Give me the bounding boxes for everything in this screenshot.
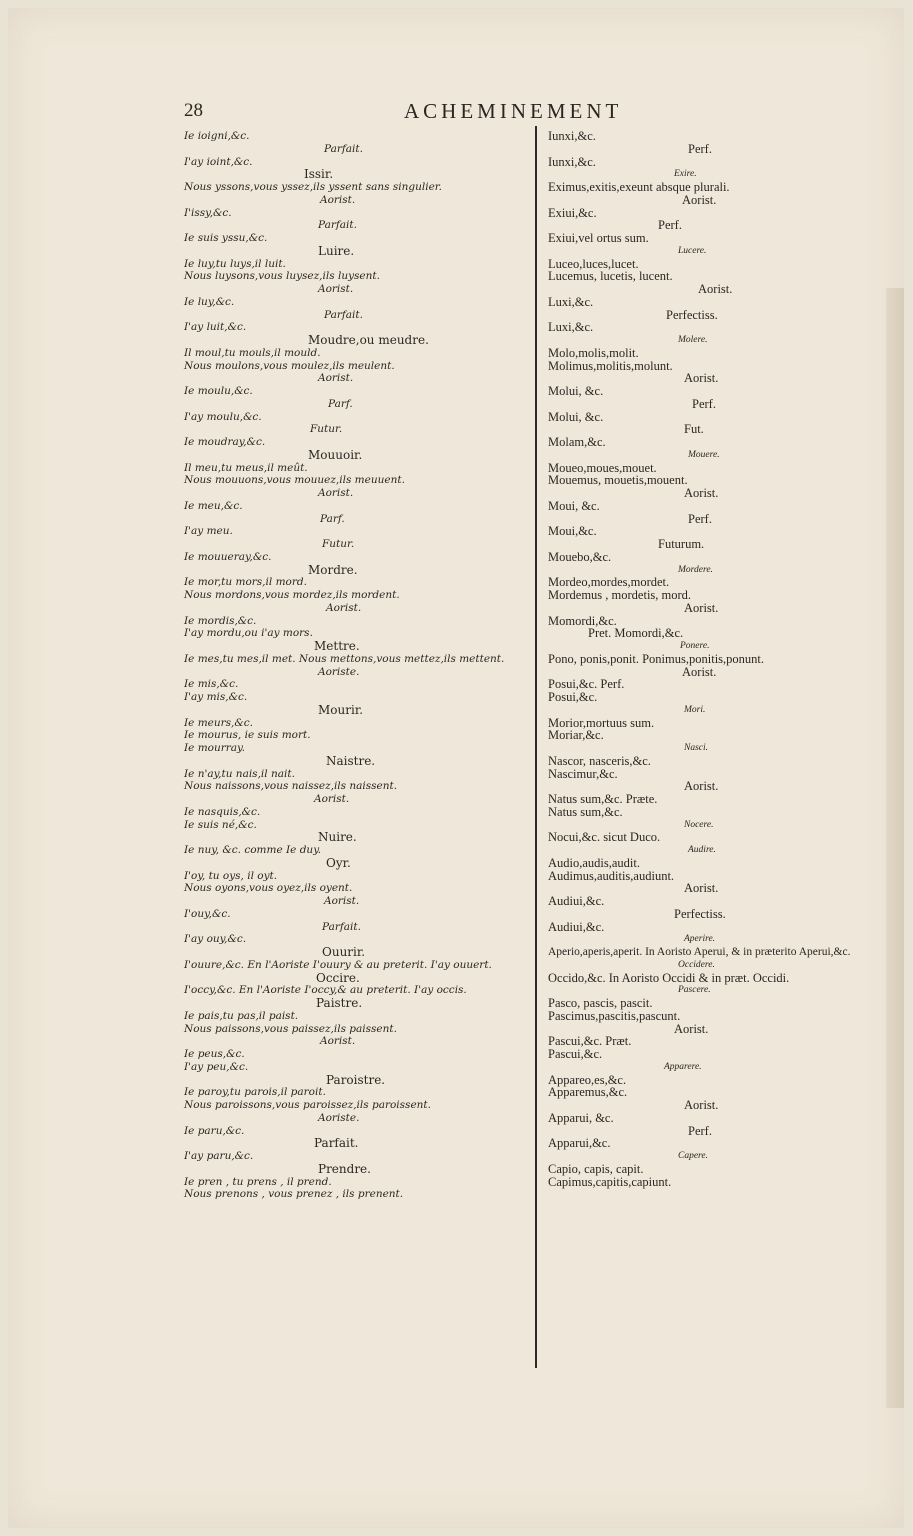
text-line: Ie luy,&c. [184, 295, 235, 308]
text-line: Aperire. [684, 934, 716, 945]
text-line: Ie mes,tu mes,il met. Nous mettons,vous mettez,ils mettent. [184, 652, 505, 665]
page-number: 28 [184, 100, 203, 121]
text-line: Luxi,&c. [548, 294, 594, 309]
text-line: Luire. [318, 243, 355, 258]
text-line: Mordeo,mordes,mordet. [548, 575, 670, 590]
text-line: Molui, &c. [548, 409, 604, 424]
text-line: Paroistre. [326, 1072, 386, 1087]
text-line: Parf. [320, 512, 345, 525]
text-line: I'ay moulu,&c. [184, 410, 262, 423]
text-line: Ouurir. [322, 945, 366, 959]
text-line: I'oy, tu oys, il oyt. [184, 869, 278, 882]
text-line: Oyr. [326, 855, 351, 870]
text-line: Audimus,auditis,audiunt. [548, 868, 675, 883]
text-line: Mettre. [314, 639, 360, 653]
text-line: Aorist. [324, 895, 360, 907]
text-line: Ie luy,tu luys,il luit. [184, 257, 286, 270]
text-line: Apparui,&c. [548, 1136, 611, 1151]
left-column-french [184, 130, 529, 1350]
text-line: Nous paissons,vous paissez,ils paissent. [184, 1022, 397, 1035]
text-line: Ie nasquis,&c. [184, 805, 261, 818]
text-line: Nasci. [684, 743, 709, 753]
text-line: Ie paru,&c. [184, 1124, 245, 1137]
text-line: Moudre,ou meudre. [308, 333, 429, 347]
text-line: Ie paroy,tu parois,il paroit. [184, 1086, 326, 1099]
text-line: Ie mordis,&c. [184, 614, 257, 627]
text-line: Capio, capis, capit. [548, 1161, 644, 1176]
right-column-latin [548, 130, 893, 1350]
text-line: Ie moulu,&c. [184, 385, 253, 397]
text-line: Aorist. [684, 1098, 719, 1112]
text-line: Ie pren , tu prens , il prend. [184, 1175, 332, 1188]
text-line: Aorist. [698, 282, 733, 296]
text-line: Ie mis,&c. [184, 678, 239, 691]
text-line: Aorist. [684, 600, 719, 615]
text-line: Ie meurs,&c. [184, 716, 253, 729]
text-line: Ie suis né,&c. [184, 818, 257, 831]
text-line: Pascui,&c. [548, 1047, 603, 1061]
text-line: I'occy,&c. En l'Aoriste I'occy,& au preterit. I'ay occis. [184, 984, 467, 997]
text-line: I'issy,&c. [184, 206, 232, 219]
text-line: I'ouy,&c. [184, 907, 231, 920]
text-line: Aorist. [320, 193, 356, 206]
text-line: Ie n'ay,tu nais,il nait. [184, 767, 295, 780]
text-line: Mordere. [678, 564, 713, 575]
text-line: Parfait. [324, 142, 363, 155]
text-line: Nous moulons,vous moulez,ils meulent. [184, 359, 395, 372]
text-line: Lucere. [678, 245, 707, 256]
text-line: Ie ioigni,&c. [184, 130, 250, 142]
text-line: Moui, &c. [548, 498, 600, 513]
text-line: Il meu,tu meus,il meût. [184, 461, 308, 474]
text-line: Perfectiss. [666, 307, 718, 322]
text-line: Iunxi,&c. [548, 129, 596, 143]
text-line: Fut. [684, 422, 704, 437]
text-line: Audire. [688, 845, 716, 855]
text-line: Pascimus,pascitis,pascunt. [548, 1008, 681, 1023]
text-line: Nocere. [684, 819, 714, 830]
text-line: Nous mordons,vous mordez,ils mordent. [184, 589, 400, 601]
text-line: Parfait. [318, 219, 357, 232]
text-line: Aorist. [674, 1021, 709, 1036]
text-line: Natus sum,&c. [548, 804, 623, 819]
text-line: Ie peus,&c. [184, 1048, 245, 1060]
text-line: Aorist. [682, 192, 717, 207]
text-line: Futur. [322, 538, 355, 550]
column-divider [535, 126, 537, 1368]
text-line: Aorist. [684, 371, 719, 386]
text-line: Ie pais,tu pas,il paist. [184, 1009, 299, 1022]
text-line: Luceo,luces,lucet. [548, 256, 639, 271]
text-line: Aoriste. [318, 665, 360, 678]
text-line: Perf. [688, 141, 712, 156]
text-line: Nous mouuons,vous mouuez,ils meuuent. [184, 474, 405, 487]
text-line: Morior,mortuus sum. [548, 715, 655, 730]
text-line: Aorist. [318, 372, 354, 385]
text-line: Aoriste. [318, 1111, 360, 1124]
text-line: Parf. [328, 397, 353, 410]
text-line: Pret. Momordi,&c. [588, 626, 684, 641]
text-line: Perf. [658, 218, 682, 233]
text-line: I'ay ouy,&c. [184, 933, 247, 946]
text-line: Posui,&c. [548, 690, 598, 704]
text-line: Aorist. [326, 601, 362, 614]
text-line: Exire. [674, 169, 697, 180]
text-line: Nocui,&c. sicut Duco. [548, 830, 661, 845]
text-line: Luxi,&c. [548, 320, 594, 335]
text-line: Parfait. [324, 308, 363, 321]
text-line: Naistre. [326, 753, 376, 768]
text-line: Exiui,vel ortus sum. [548, 231, 649, 245]
text-line: Audiui,&c. [548, 894, 605, 908]
text-line: Nascor, nasceris,&c. [548, 753, 651, 768]
text-line: Parfait. [314, 1136, 359, 1151]
text-line: Ie mor,tu mors,il mord. [184, 576, 307, 589]
text-line: Ie mourus, ie suis mort. [184, 729, 311, 742]
text-line: Nous luysons,vous luysez,ils luysent. [184, 270, 380, 283]
text-line: Ie suis yssu,&c. [184, 232, 268, 244]
text-line: I'ay mis,&c. [184, 691, 248, 703]
text-line: Nascimur,&c. [548, 766, 618, 781]
text-line: Nous naissons,vous naissez,ils naissent. [184, 780, 398, 793]
text-line: Mourir. [318, 702, 364, 717]
running-head: ACHEMINEMENT [404, 99, 623, 123]
text-line: Molam,&c. [548, 435, 606, 449]
text-line: Aorist. [684, 881, 719, 896]
text-line: Nous prenons , vous prenez , ils prenent. [184, 1188, 404, 1201]
text-line: Mouere. [688, 449, 720, 460]
text-line: Aorist. [320, 1035, 356, 1048]
text-line: Ie mouueray,&c. [184, 550, 272, 563]
text-line: I'ay ioint,&c. [184, 155, 253, 168]
text-line: Capere. [678, 1151, 708, 1161]
text-line: Aorist. [684, 779, 719, 794]
text-line: Molo,molis,molit. [548, 345, 639, 360]
text-line: I'ay luit,&c. [184, 321, 247, 334]
text-line: Moriar,&c. [548, 728, 604, 743]
text-line: Iunxi,&c. [548, 154, 596, 169]
text-line: Mordre. [308, 562, 358, 577]
text-line: Aperio,aperis,aperit. In Aoristo Aperui, & in præterito Aperui,&c. [548, 946, 851, 958]
text-line: Molimus,molitis,molunt. [548, 358, 673, 373]
text-line: Aorist. [684, 486, 719, 500]
text-line: Pono, ponis,ponit. Ponimus,ponitis,ponunt. [548, 651, 765, 666]
text-line: Audio,audis,audit. [548, 855, 641, 870]
text-line: Paistre. [316, 996, 363, 1010]
text-line: Nous oyons,vous oyez,ils oyent. [184, 882, 353, 895]
text-line: Aorist. [318, 283, 354, 295]
text-line: Ie meu,&c. [184, 499, 243, 512]
text-line: Moueo,moues,mouet. [548, 460, 657, 475]
text-line: I'ouure,&c. En l'Aoriste I'ouury & au preterit. I'ay ouuert. [184, 958, 492, 971]
text-line: Nuire. [318, 830, 357, 845]
text-line: Futur. [310, 423, 343, 436]
text-line: Occidere. [678, 959, 715, 970]
text-line: Mouebo,&c. [548, 549, 612, 564]
text-line: I'ay meu. [184, 525, 233, 538]
text-line: Mordemus , mordetis, mord. [548, 588, 692, 602]
text-line: Mouuoir. [308, 447, 363, 462]
text-line: Issir. [304, 167, 334, 182]
text-line: Prendre. [318, 1161, 371, 1176]
text-line: Ie mourray. [184, 742, 245, 754]
text-line: Apparemus,&c. [548, 1085, 628, 1100]
text-line: Capimus,capitis,capiunt. [548, 1174, 672, 1189]
text-line: Aorist. [314, 793, 350, 805]
text-line: Occire. [316, 970, 360, 985]
text-line: Lucemus, lucetis, lucent. [548, 269, 673, 284]
text-line: Posui,&c. Perf. [548, 677, 625, 692]
text-line: I'ay peu,&c. [184, 1060, 249, 1073]
text-line: Nous paroissons,vous paroissez,ils paroissent. [184, 1099, 431, 1111]
text-line: I'ay mordu,ou i'ay mors. [184, 627, 313, 640]
text-line: Ponere. [680, 641, 710, 651]
text-line: Appareo,es,&c. [548, 1072, 627, 1087]
text-line: Perf. [692, 396, 716, 411]
text-line: Aorist. [318, 487, 354, 499]
text-line: Il moul,tu mouls,il mould. [184, 346, 321, 359]
text-line: Pascui,&c. Præt. [548, 1034, 632, 1049]
text-line: Perfectiss. [674, 906, 726, 921]
text-line: Aorist. [682, 664, 717, 679]
text-line: Molere. [678, 335, 708, 345]
text-line: Apparui, &c. [548, 1110, 614, 1125]
text-line: Molui, &c. [548, 384, 604, 398]
text-line: Momordi,&c. [548, 613, 617, 628]
text-line: Occido,&c. In Aoristo Occidi & in præt. Occidi. [548, 970, 790, 985]
text-line: Perf. [688, 511, 712, 526]
text-line: Ie nuy, &c. comme Ie duy. [184, 844, 322, 856]
text-line: Ie moudray,&c. [184, 436, 266, 448]
text-line: Pasco, pascis, pascit. [548, 996, 653, 1010]
text-line: Mouemus, mouetis,mouent. [548, 473, 688, 488]
text-line: Apparere. [664, 1061, 702, 1072]
text-line: Perf. [688, 1123, 712, 1138]
book-page [8, 8, 904, 1528]
text-line: Audiui,&c. [548, 919, 605, 934]
text-line: Nous yssons,vous yssez,ils yssent sans singulier. [184, 181, 442, 193]
text-line: Mori. [684, 704, 706, 715]
text-line: Parfait. [322, 920, 361, 933]
text-line: Natus sum,&c. Præte. [548, 792, 658, 806]
text-line: I'ay paru,&c. [184, 1150, 254, 1162]
text-line: Futurum. [658, 537, 705, 551]
text-line: Eximus,exitis,exeunt absque plurali. [548, 180, 730, 194]
text-line: Moui,&c. [548, 524, 597, 539]
text-line: Pascere. [678, 985, 711, 996]
text-line: Exiui,&c. [548, 205, 597, 220]
